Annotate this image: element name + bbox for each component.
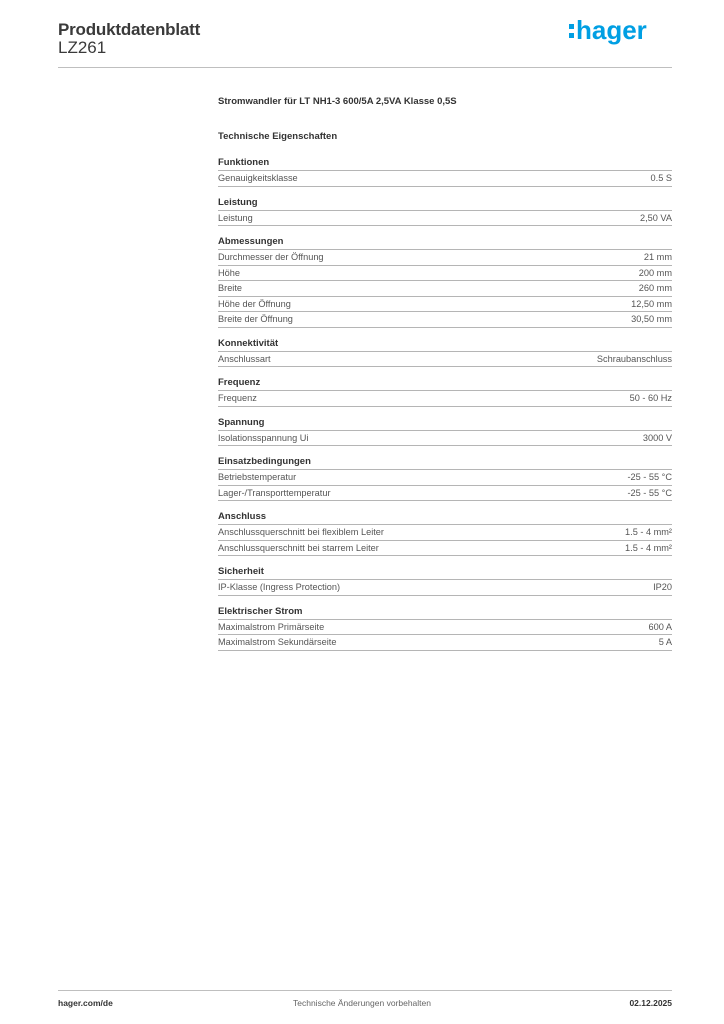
property-row [218,635,672,651]
product-title: Stromwandler für LT NH1-3 600/5A 2,5VA Klasse 0,5S [218,96,457,107]
property-group [218,564,672,596]
property-value: 0.5 S [650,173,672,183]
property-group [218,454,672,501]
property-label: Anschlussart [218,353,271,364]
property-row [218,486,672,502]
property-label: Maximalstrom Sekundärseite [218,637,337,647]
property-value: 50 - 60 Hz [629,393,672,403]
property-label: Anschlussquerschnitt bei flexiblem Leiter [218,527,384,537]
property-label: Höhe der Öffnung [218,298,291,309]
property-label: Breite der Öffnung [218,314,293,324]
property-row [218,297,672,313]
property-value: 3000 V [642,432,672,443]
group-title: Anschluss [218,509,672,525]
property-group [218,604,672,651]
property-label: Frequenz [218,393,257,403]
property-row [218,431,672,447]
property-row [218,352,672,368]
datasheet-content [218,96,672,659]
property-value: 12,50 mm [631,298,672,309]
group-title: Spannung [218,415,672,431]
property-label: Isolationsspannung Ui [218,432,309,443]
property-group [218,336,672,368]
property-value: 600 A [648,621,672,632]
property-value: Schraubanschluss [596,353,672,364]
property-label: Anschlussquerschnitt bei starrem Leiter [218,542,379,553]
group-title: Abmessungen [218,234,672,250]
property-value: -25 - 55 °C [627,472,672,482]
header-divider [58,67,672,68]
hager-logo [568,14,658,48]
property-value: 1.5 - 4 mm² [625,527,672,537]
property-label: Maximalstrom Primärseite [218,621,325,632]
property-value: 1.5 - 4 mm² [625,542,672,553]
group-title: Leistung [218,195,672,211]
property-label: Leistung [218,212,253,223]
property-row [218,525,672,541]
footer-date: 02.12.2025 [629,998,672,1008]
property-label: Höhe [218,267,240,278]
property-label: Lager-/Transporttemperatur [218,487,331,498]
property-value: 2,50 VA [639,212,672,223]
property-group [218,415,672,447]
property-value: IP20 [653,582,672,592]
property-row [218,391,672,407]
property-value: 200 mm [638,267,672,278]
property-group [218,234,672,328]
property-row [218,580,672,596]
property-row [218,250,672,266]
footer-divider [58,990,672,991]
property-value: -25 - 55 °C [627,487,672,498]
property-group [218,509,672,556]
group-title: Einsatzbedingungen [218,454,672,470]
group-title: Funktionen [218,155,672,171]
page-title: Produktdatenblatt [58,20,201,39]
property-label: Betriebstemperatur [218,472,297,482]
property-row [218,541,672,557]
property-group [218,195,672,227]
footer-notice: Technische Änderungen vorbehalten [293,998,431,1008]
property-row [218,281,672,297]
property-label: IP-Klasse (Ingress Protection) [218,582,341,592]
section-heading: Technische Eigenschaften [218,131,338,142]
property-row [218,312,672,328]
property-value: 21 mm [643,252,672,262]
property-label: Durchmesser der Öffnung [218,252,324,262]
property-value: 260 mm [638,283,672,293]
property-groups [218,155,672,651]
logo-text: hager [576,15,647,45]
property-row [218,211,672,227]
footer-website: hager.com/de [58,998,113,1008]
group-title: Elektrischer Strom [218,604,672,620]
property-value: 30,50 mm [631,314,672,324]
group-title: Sicherheit [218,564,672,580]
property-row [218,470,672,486]
property-label: Breite [218,283,243,293]
product-code: LZ261 [58,38,107,57]
property-label: Genauigkeitsklasse [218,173,298,183]
property-row [218,171,672,187]
property-row [218,620,672,636]
property-row [218,266,672,282]
property-value: 5 A [658,637,672,647]
property-group [218,155,672,187]
group-title: Konnektivität [218,336,672,352]
property-group [218,375,672,407]
group-title: Frequenz [218,375,672,391]
